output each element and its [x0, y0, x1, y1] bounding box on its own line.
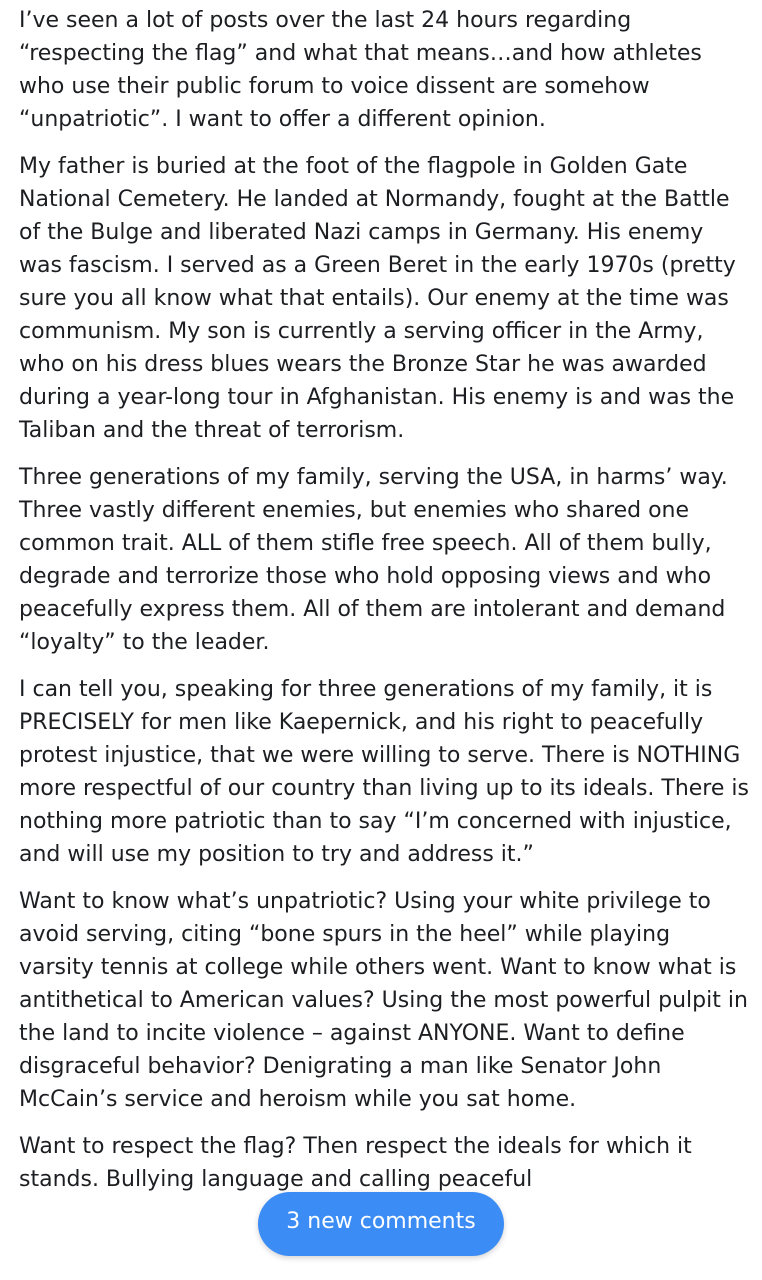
post-paragraph-2: My father is buried at the foot of the flagpole in Golden Gate National Cemetery. He landed at Normandy, fought at the Battle of the Bulge and liberated Nazi camps in Germany. His enemy was fascism. I served as a Green Beret in the early 1970s (pretty sure you all know what that entails). Our enemy at the time was communism. My son is currently a serving officer in the Army, who on his dress blues wears the Bronze Star he was awarded during a year-long tour in Afghanistan. His enemy is and was the Taliban and the threat of terrorism. — [19, 154, 736, 443]
new-comments-button[interactable] — [258, 1192, 504, 1256]
new-comments-label: 3 new comments — [286, 1208, 476, 1234]
post-paragraph-1: I’ve seen a lot of posts over the last 24 hours regarding “respecting the flag” and what that means…and how athletes who use their public forum to voice dissent are somehow “unpatriotic”. I want to offer a different opinion. — [19, 8, 702, 132]
post-paragraph-5: Want to know what’s unpatriotic? Using your white privilege to avoid serving, citing “bone spurs in the heel” while playing varsity tennis at college while others went. Want to know what is antithetical to American values? Using the most powerful pulpit in the land to incite violence – against ANYONE. Want to define disgraceful behavior? Denigrating a man like Senator John McCain’s service and heroism while you sat home. — [19, 889, 748, 1112]
post-paragraph-6: Want to respect the flag? Then respect the ideals for which it stands. Bullying language and calling peaceful — [19, 1134, 692, 1192]
post-paragraph-4: I can tell you, speaking for three generations of my family, it is PRECISELY for men like Kaepernick, and his right to peacefully protest injustice, that we were willing to serve. There is NOTHING more respectful of our country than living up to its ideals. There is nothing more patriotic than to say “I’m concerned with injustice, and will use my position to try and address it.” — [19, 677, 749, 867]
post-body — [19, 4, 749, 1196]
post-paragraph-3: Three generations of my family, serving the USA, in harms’ way. Three vastly different enemies, but enemies who shared one common trait. ALL of them stifle free speech. All of them bully, degrade and terrorize those who hold opposing views and who peacefully express them. All of them are intolerant and demand “loyalty” to the leader. — [19, 465, 728, 655]
